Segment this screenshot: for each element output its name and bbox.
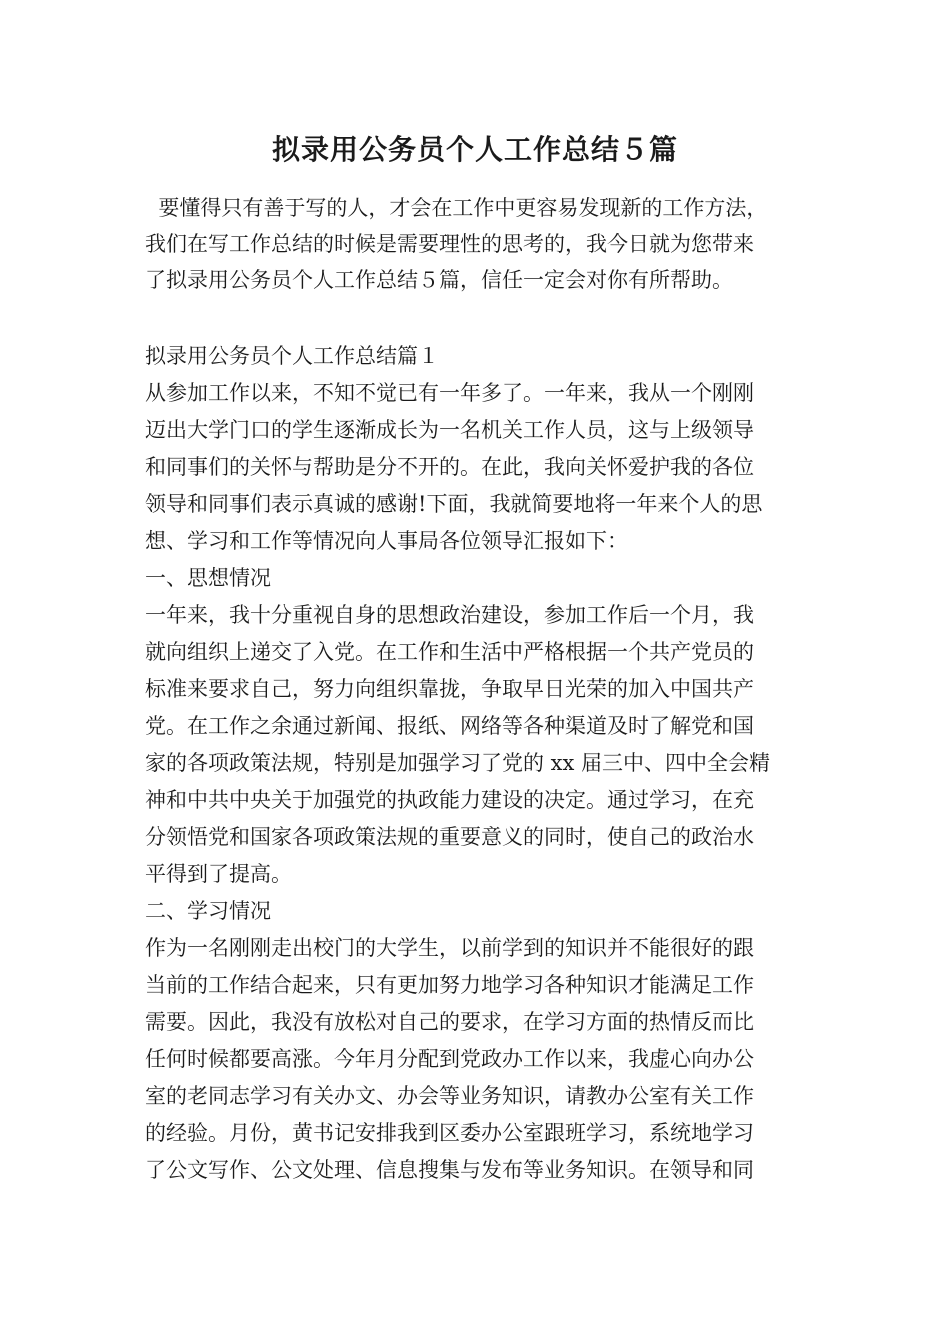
body-line: 想、学习和工作等情况向人事局各位领导汇报如下：	[145, 529, 628, 553]
body-line: 需要。因此，我没有放松对自己的要求，在学习方面的热情反而比	[145, 1010, 754, 1034]
body-line: 从参加工作以来，不知不觉已有一年多了。一年来，我从一个刚刚	[145, 381, 754, 405]
body-text	[145, 338, 810, 1189]
body-line: 一年来，我十分重视自身的思想政治建设，参加工作后一个月，我	[145, 603, 754, 627]
body-line: 和同事们的关怀与帮助是分不开的。在此，我向关怀爱护我的各位	[145, 455, 754, 479]
body-line: 分领悟党和国家各项政策法规的重要意义的同时，使自己的政治水	[145, 825, 754, 849]
document-title: 拟录用公务员个人工作总结５篇	[271, 133, 678, 166]
body-line: 党。在工作之余通过新闻、报纸、网络等各种渠道及时了解党和国	[145, 714, 754, 738]
body-line: 的经验。月份，黄书记安排我到区委办公室跟班学习，系统地学习	[145, 1121, 754, 1145]
section-heading: 一、思想情况	[145, 566, 271, 590]
body-line: 标准来要求自己，努力向组织靠拢，争取早日光荣的加入中国共产	[145, 677, 754, 701]
intro-paragraph	[145, 190, 810, 298]
intro-line: 我们在写工作总结的时候是需要理性的思考的，我今日就为您带来	[145, 232, 754, 256]
body-line: 当前的工作结合起来，只有更加努力地学习各种知识才能满足工作	[145, 973, 754, 997]
section-heading: 二、学习情况	[145, 899, 271, 923]
body-line: 作为一名刚刚走出校门的大学生，以前学到的知识并不能很好的跟	[145, 936, 754, 960]
body-line: 室的老同志学习有关办文、办会等业务知识，请教办公室有关工作	[145, 1084, 754, 1108]
body-line: 平得到了提高。	[145, 862, 292, 886]
body-line: 迈出大学门口的学生逐渐成长为一名机关工作人员，这与上级领导	[145, 418, 754, 442]
intro-line: 要懂得只有善于写的人，才会在工作中更容易发现新的工作方法，	[145, 196, 768, 220]
body-line: 领导和同事们表示真诚的感谢!下面，我就简要地将一年来个人的思	[145, 492, 763, 516]
intro-line: 了拟录用公务员个人工作总结５篇，信任一定会对你有所帮助。	[145, 268, 733, 292]
body-line: 任何时候都要高涨。今年月分配到党政办工作以来，我虚心向办公	[145, 1047, 754, 1071]
section-heading: 拟录用公务员个人工作总结篇１	[145, 344, 439, 368]
body-line: 神和中共中央关于加强党的执政能力建设的决定。通过学习，在充	[145, 788, 754, 812]
body-line: 了公文写作、公文处理、信息搜集与发布等业务知识。在领导和同	[145, 1158, 754, 1182]
body-line: 就向组织上递交了入党。在工作和生活中严格根据一个共产党员的	[145, 640, 754, 664]
body-line: 家的各项政策法规，特别是加强学习了党的 xx 届三中、四中全会精	[145, 751, 771, 775]
